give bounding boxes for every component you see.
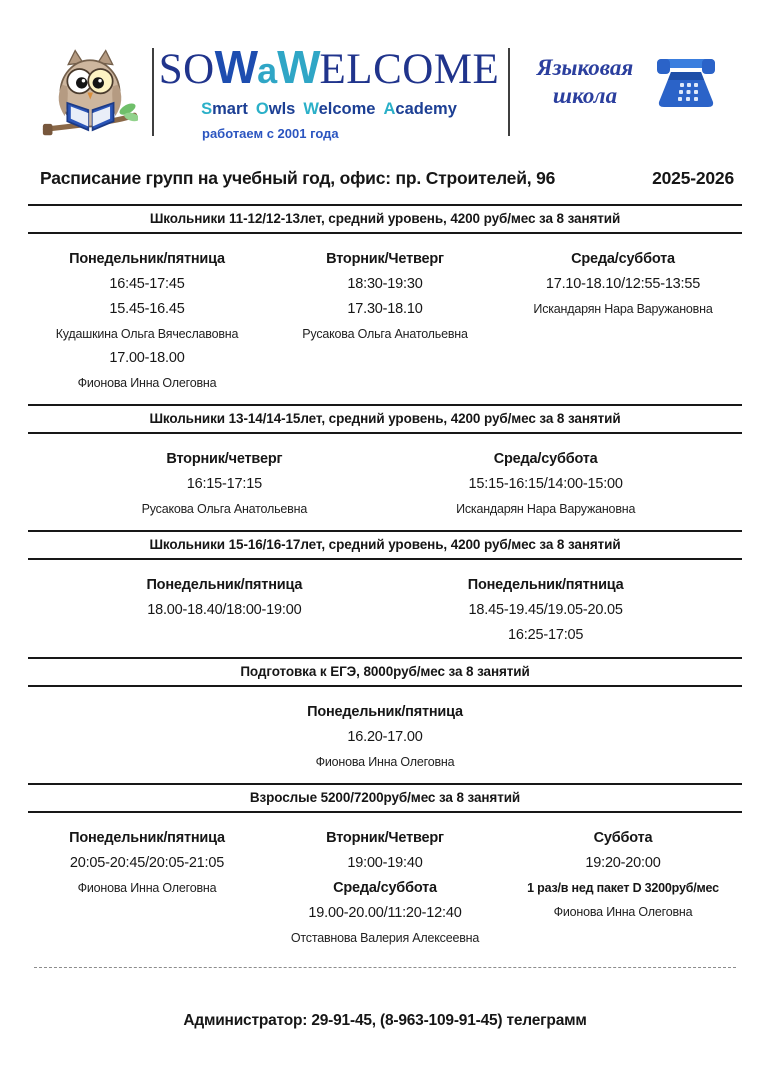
since-label: работаем с 2001 года xyxy=(202,126,339,141)
time-slot: 18.45-19.45/19.05-20.05 xyxy=(468,602,623,618)
school-type-script xyxy=(520,54,650,109)
school-type-line1: Языковая xyxy=(536,55,634,80)
day-label: Понедельник/пятница xyxy=(307,704,463,720)
day-label: Вторник/Четверг xyxy=(326,830,444,846)
teacher-name: Русакова Ольга Анатольевна xyxy=(141,502,308,516)
brand-header xyxy=(42,42,736,150)
tagline-initial: S xyxy=(201,100,213,118)
day-label: Суббота xyxy=(593,830,653,846)
tagline-rest: cademy xyxy=(395,100,457,118)
schedule-column xyxy=(28,247,266,395)
tagline-initial: A xyxy=(383,100,396,118)
teacher-name: Фионова Инна Олеговна xyxy=(315,755,455,769)
day-label: Среда/суббота xyxy=(333,880,437,896)
section-columns xyxy=(28,813,742,959)
time-slot: 17.10-18.10/12:55-13:55 xyxy=(545,276,701,292)
tagline-rest: elcome xyxy=(318,100,376,118)
tagline-word xyxy=(201,100,248,118)
section-columns xyxy=(64,434,707,530)
time-slot: 19.00-20.00/11:20-12:40 xyxy=(308,905,462,921)
time-slot: 15:15-16:15/14:00-15:00 xyxy=(468,476,623,492)
page-title-row xyxy=(40,168,734,189)
time-slot: 18.00-18.40/18:00-19:00 xyxy=(147,602,302,618)
admin-contact-line: Администратор: 29-91-45, (8-963-109-91-45) телеграмм xyxy=(183,1012,587,1029)
time-slot: 17.00-18.00 xyxy=(109,350,185,366)
schedule-section xyxy=(28,204,742,404)
logo-letter-group: SO xyxy=(158,46,215,93)
logo-block xyxy=(158,41,500,141)
schedule-column xyxy=(28,826,266,950)
time-slot: 19:00-19:40 xyxy=(347,855,423,871)
time-slot: 15.45-16.45 xyxy=(109,301,185,317)
title-year: 2025-2026 xyxy=(652,168,734,188)
logo-letter-group: a xyxy=(257,50,278,91)
teacher-name: Кудашкина Ольга Вячеславовна xyxy=(55,327,239,341)
schedule-column xyxy=(385,573,706,648)
schedule-column xyxy=(266,826,504,950)
logo-letter-group: ELCOME xyxy=(319,46,500,93)
tagline-rest: wls xyxy=(268,100,296,118)
tagline-rest: mart xyxy=(212,100,248,118)
schedule-page xyxy=(0,42,770,1030)
logo-letter-group: W xyxy=(277,41,320,93)
logo-letter-group: W xyxy=(214,41,258,93)
schedule-section xyxy=(28,783,742,959)
section-header: Взрослые 5200/7200руб/мес за 8 занятий xyxy=(28,783,742,813)
logo-wordmark xyxy=(158,41,500,93)
teacher-name: Отставнова Валерия Алексеевна xyxy=(290,931,480,945)
tagline-initial: O xyxy=(255,100,269,118)
time-slot: 16:25-17:05 xyxy=(508,627,584,643)
schedule-column xyxy=(504,826,742,950)
teacher-name: Фионова Инна Олеговна xyxy=(77,376,217,390)
owl-with-book-icon xyxy=(42,44,138,148)
schedule-column xyxy=(64,573,385,648)
day-label: Понедельник/пятница xyxy=(467,577,624,593)
day-label: Вторник/Четверг xyxy=(326,251,444,267)
section-header: Школьники 11-12/12-13лет, средний уровень, 4200 руб/мес за 8 занятий xyxy=(28,204,742,234)
telephone-icon xyxy=(654,56,718,112)
teacher-name: Фионова Инна Олеговна xyxy=(553,905,693,919)
tagline-initial: W xyxy=(303,100,319,118)
schedule-column xyxy=(28,700,742,774)
day-label: Среда/суббота xyxy=(493,451,598,467)
teacher-name: Искандарян Нара Варужановна xyxy=(456,502,636,516)
teacher-name: Искандарян Нара Варужановна xyxy=(533,302,713,316)
section-columns xyxy=(64,560,707,657)
school-type-line2: школа xyxy=(552,82,618,108)
day-label: Понедельник/пятница xyxy=(69,251,225,267)
tagline-word xyxy=(384,100,457,118)
schedule-section xyxy=(28,530,742,657)
section-columns xyxy=(28,687,742,783)
schedule-section xyxy=(28,404,742,530)
day-label: Понедельник/пятница xyxy=(69,830,225,846)
time-slot: 16:15-17:15 xyxy=(186,476,262,492)
schedule-column xyxy=(385,447,706,521)
time-slot: 16:45-17:45 xyxy=(109,276,185,292)
schedule-column xyxy=(64,447,385,521)
tagline-word xyxy=(256,100,295,118)
section-columns xyxy=(28,234,742,404)
schedule-column xyxy=(266,247,504,395)
page-title: Расписание групп на учебный год, офис: пр. Строителей, 96 xyxy=(40,168,556,188)
time-slot: 17.30-18.10 xyxy=(347,301,423,317)
time-slot: 19:20-20:00 xyxy=(585,855,661,871)
brand-divider-right xyxy=(508,48,510,136)
teacher-name: Русакова Ольга Анатольевна xyxy=(302,327,468,341)
section-header: Школьники 15-16/16-17лет, средний уровень, 4200 руб/мес за 8 занятий xyxy=(28,530,742,560)
tagline-word xyxy=(303,100,375,118)
day-label: Понедельник/пятница xyxy=(146,577,303,593)
logo-tagline xyxy=(197,100,461,119)
section-header: Школьники 13-14/14-15лет, средний уровень, 4200 руб/мес за 8 занятий xyxy=(28,404,742,434)
sections xyxy=(28,204,742,959)
note-label: 1 раз/в нед пакет D 3200руб/мес xyxy=(527,881,719,895)
day-label: Среда/суббота xyxy=(571,251,675,267)
teacher-name: Фионова Инна Олеговна xyxy=(77,881,217,895)
time-slot: 20:05-20:45/20:05-21:05 xyxy=(69,855,225,871)
time-slot: 18:30-19:30 xyxy=(347,276,423,292)
footer-divider xyxy=(34,967,736,968)
schedule-column xyxy=(504,247,742,395)
schedule-section xyxy=(28,657,742,783)
day-label: Вторник/четверг xyxy=(166,451,283,467)
section-header: Подготовка к ЕГЭ, 8000руб/мес за 8 занятий xyxy=(28,657,742,687)
time-slot: 16.20-17.00 xyxy=(347,729,423,745)
brand-divider-left xyxy=(152,48,154,136)
